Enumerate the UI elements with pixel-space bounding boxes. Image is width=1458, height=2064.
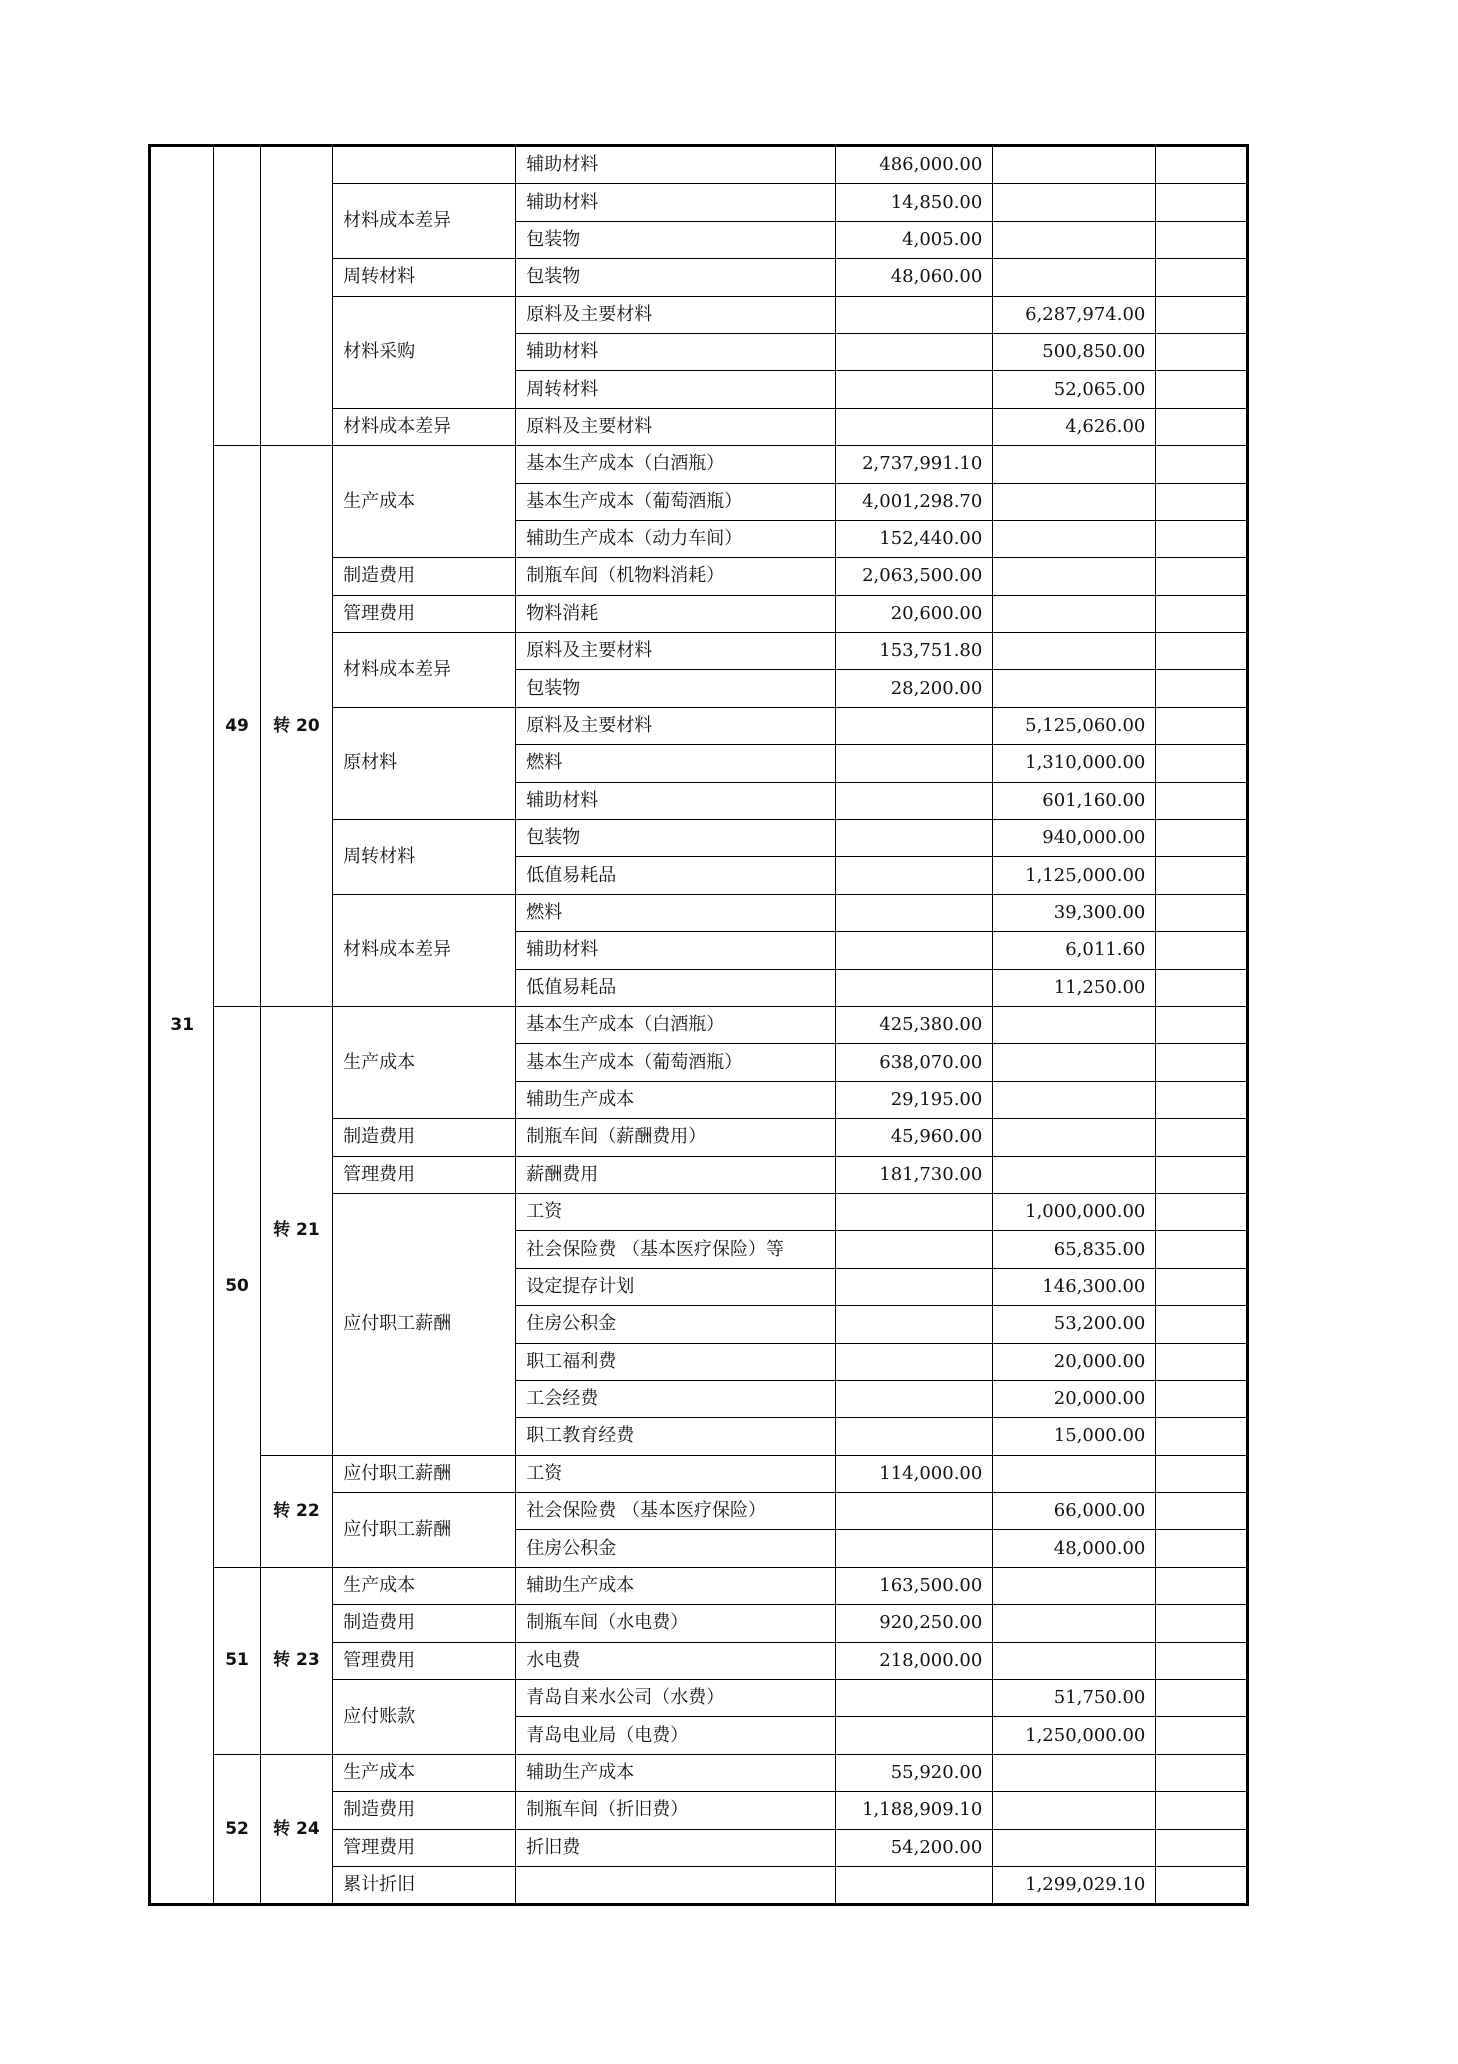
voucher-ref: 转 23	[260, 1567, 332, 1754]
blank-cell	[1156, 259, 1248, 296]
account-name: 管理费用	[333, 1829, 516, 1866]
sub-account: 原料及主要材料	[516, 408, 836, 445]
sub-account: 燃料	[516, 745, 836, 782]
ledger-row	[150, 1006, 1248, 1043]
credit-amount	[993, 1642, 1156, 1679]
debit-amount: 152,440.00	[836, 520, 993, 557]
blank-cell	[1156, 1119, 1248, 1156]
account-name: 材料成本差异	[333, 184, 516, 259]
sub-account: 包装物	[516, 221, 836, 258]
blank-cell	[1156, 146, 1248, 184]
ledger-row	[150, 146, 1248, 184]
credit-amount: 601,160.00	[993, 782, 1156, 819]
sub-account: 住房公积金	[516, 1530, 836, 1567]
debit-amount	[836, 1530, 993, 1567]
credit-amount: 11,250.00	[993, 969, 1156, 1006]
account-name: 生产成本	[333, 1006, 516, 1118]
blank-cell	[1156, 745, 1248, 782]
debit-amount	[836, 408, 993, 445]
debit-amount	[836, 1493, 993, 1530]
debit-amount	[836, 1193, 993, 1230]
debit-amount: 1,188,909.10	[836, 1792, 993, 1829]
blank-cell	[1156, 857, 1248, 894]
debit-amount: 181,730.00	[836, 1156, 993, 1193]
sub-account: 辅助材料	[516, 932, 836, 969]
credit-amount	[993, 221, 1156, 258]
sub-account: 包装物	[516, 820, 836, 857]
credit-amount: 1,250,000.00	[993, 1717, 1156, 1754]
blank-cell	[1156, 1792, 1248, 1829]
credit-amount	[993, 1006, 1156, 1043]
debit-amount: 54,200.00	[836, 1829, 993, 1866]
debit-amount	[836, 1380, 993, 1417]
blank-cell	[1156, 371, 1248, 408]
debit-amount: 114,000.00	[836, 1455, 993, 1492]
debit-amount	[836, 745, 993, 782]
credit-amount	[993, 184, 1156, 221]
blank-cell	[1156, 520, 1248, 557]
sub-account: 青岛电业局（电费）	[516, 1717, 836, 1754]
debit-amount	[836, 932, 993, 969]
debit-amount	[836, 1343, 993, 1380]
debit-amount: 55,920.00	[836, 1754, 993, 1791]
account-name: 生产成本	[333, 446, 516, 558]
sub-account: 设定提存计划	[516, 1268, 836, 1305]
sub-account: 辅助材料	[516, 782, 836, 819]
voucher-number: 51	[214, 1567, 260, 1754]
sub-account: 青岛自来水公司（水费）	[516, 1680, 836, 1717]
debit-amount: 29,195.00	[836, 1081, 993, 1118]
ledger-row	[150, 1754, 1248, 1791]
account-name: 材料成本差异	[333, 633, 516, 708]
credit-amount	[993, 1567, 1156, 1604]
debit-amount	[836, 969, 993, 1006]
debit-amount	[836, 1680, 993, 1717]
debit-amount: 14,850.00	[836, 184, 993, 221]
blank-cell	[1156, 184, 1248, 221]
blank-cell	[1156, 1156, 1248, 1193]
blank-cell	[1156, 483, 1248, 520]
sub-account: 工资	[516, 1193, 836, 1230]
credit-amount: 39,300.00	[993, 894, 1156, 931]
blank-cell	[1156, 894, 1248, 931]
blank-cell	[1156, 1605, 1248, 1642]
sub-account: 辅助材料	[516, 184, 836, 221]
blank-cell	[1156, 1455, 1248, 1492]
debit-amount	[836, 1418, 993, 1455]
credit-amount: 940,000.00	[993, 820, 1156, 857]
sub-account: 辅助生产成本	[516, 1081, 836, 1118]
blank-cell	[1156, 558, 1248, 595]
debit-amount: 153,751.80	[836, 633, 993, 670]
debit-amount: 20,600.00	[836, 595, 993, 632]
sub-account: 制瓶车间（薪酬费用）	[516, 1119, 836, 1156]
sub-account: 辅助生产成本	[516, 1567, 836, 1604]
blank-cell	[1156, 633, 1248, 670]
blank-cell	[1156, 1380, 1248, 1417]
ledger-body	[150, 146, 1248, 1905]
blank-cell	[1156, 221, 1248, 258]
debit-amount: 2,737,991.10	[836, 446, 993, 483]
credit-amount	[993, 1044, 1156, 1081]
account-name: 制造费用	[333, 1605, 516, 1642]
credit-amount: 1,125,000.00	[993, 857, 1156, 894]
account-name: 累计折旧	[333, 1866, 516, 1904]
blank-cell	[1156, 1642, 1248, 1679]
sub-account: 社会保险费 （基本医疗保险）	[516, 1493, 836, 1530]
blank-cell	[1156, 1081, 1248, 1118]
voucher-number	[214, 146, 260, 446]
credit-amount: 4,626.00	[993, 408, 1156, 445]
sub-account: 制瓶车间（机物料消耗）	[516, 558, 836, 595]
voucher-ref	[260, 146, 332, 446]
blank-cell	[1156, 333, 1248, 370]
blank-cell	[1156, 1717, 1248, 1754]
credit-amount	[993, 1455, 1156, 1492]
debit-amount: 2,063,500.00	[836, 558, 993, 595]
voucher-ref: 转 20	[260, 446, 332, 1007]
sub-account: 低值易耗品	[516, 857, 836, 894]
debit-amount	[836, 1717, 993, 1754]
credit-amount	[993, 483, 1156, 520]
credit-amount	[993, 146, 1156, 184]
account-name: 制造费用	[333, 558, 516, 595]
credit-amount: 6,011.60	[993, 932, 1156, 969]
credit-amount: 5,125,060.00	[993, 707, 1156, 744]
account-name: 生产成本	[333, 1567, 516, 1604]
debit-amount: 218,000.00	[836, 1642, 993, 1679]
sub-account: 职工福利费	[516, 1343, 836, 1380]
sub-account: 原料及主要材料	[516, 707, 836, 744]
sub-account: 包装物	[516, 670, 836, 707]
sub-account: 原料及主要材料	[516, 296, 836, 333]
blank-cell	[1156, 782, 1248, 819]
account-name: 应付账款	[333, 1680, 516, 1755]
blank-cell	[1156, 1231, 1248, 1268]
sub-account: 基本生产成本（葡萄酒瓶）	[516, 483, 836, 520]
credit-amount	[993, 633, 1156, 670]
sub-account: 水电费	[516, 1642, 836, 1679]
debit-amount	[836, 296, 993, 333]
account-name: 材料成本差异	[333, 408, 516, 445]
sub-account: 住房公积金	[516, 1306, 836, 1343]
debit-amount	[836, 894, 993, 931]
voucher-number: 52	[214, 1754, 260, 1905]
blank-cell	[1156, 1306, 1248, 1343]
ledger-table	[148, 144, 1249, 1906]
credit-amount	[993, 259, 1156, 296]
voucher-number: 49	[214, 446, 260, 1007]
credit-amount: 51,750.00	[993, 1680, 1156, 1717]
blank-cell	[1156, 707, 1248, 744]
debit-amount: 163,500.00	[836, 1567, 993, 1604]
account-name: 应付职工薪酬	[333, 1493, 516, 1568]
sub-account: 物料消耗	[516, 595, 836, 632]
credit-amount	[993, 1081, 1156, 1118]
blank-cell	[1156, 670, 1248, 707]
account-name: 管理费用	[333, 595, 516, 632]
voucher-ref: 转 24	[260, 1754, 332, 1905]
credit-amount: 15,000.00	[993, 1418, 1156, 1455]
debit-amount: 48,060.00	[836, 259, 993, 296]
credit-amount: 1,310,000.00	[993, 745, 1156, 782]
debit-amount	[836, 333, 993, 370]
sub-account: 基本生产成本（白酒瓶）	[516, 446, 836, 483]
credit-amount: 53,200.00	[993, 1306, 1156, 1343]
debit-amount	[836, 1866, 993, 1904]
blank-cell	[1156, 1754, 1248, 1791]
credit-amount: 65,835.00	[993, 1231, 1156, 1268]
voucher-number: 50	[214, 1006, 260, 1567]
blank-cell	[1156, 1193, 1248, 1230]
credit-amount	[993, 1119, 1156, 1156]
credit-amount	[993, 1829, 1156, 1866]
sub-account: 包装物	[516, 259, 836, 296]
blank-cell	[1156, 1418, 1248, 1455]
sub-account: 辅助生产成本	[516, 1754, 836, 1791]
debit-amount: 4,001,298.70	[836, 483, 993, 520]
account-name: 生产成本	[333, 1754, 516, 1791]
credit-amount: 1,000,000.00	[993, 1193, 1156, 1230]
credit-amount	[993, 1792, 1156, 1829]
credit-amount: 500,850.00	[993, 333, 1156, 370]
blank-cell	[1156, 1530, 1248, 1567]
account-name: 制造费用	[333, 1119, 516, 1156]
sub-account: 基本生产成本（白酒瓶）	[516, 1006, 836, 1043]
sub-account: 工会经费	[516, 1380, 836, 1417]
credit-amount	[993, 1156, 1156, 1193]
sub-account: 折旧费	[516, 1829, 836, 1866]
sub-account: 燃料	[516, 894, 836, 931]
debit-amount	[836, 782, 993, 819]
credit-amount: 20,000.00	[993, 1380, 1156, 1417]
blank-cell	[1156, 1567, 1248, 1604]
blank-cell	[1156, 1044, 1248, 1081]
credit-amount	[993, 446, 1156, 483]
credit-amount: 20,000.00	[993, 1343, 1156, 1380]
debit-amount	[836, 1268, 993, 1305]
sub-account: 原料及主要材料	[516, 633, 836, 670]
account-name: 管理费用	[333, 1156, 516, 1193]
sub-account: 薪酬费用	[516, 1156, 836, 1193]
credit-amount: 6,287,974.00	[993, 296, 1156, 333]
account-name: 材料采购	[333, 296, 516, 408]
credit-amount	[993, 520, 1156, 557]
account-name: 应付职工薪酬	[333, 1455, 516, 1492]
blank-cell	[1156, 1493, 1248, 1530]
blank-cell	[1156, 408, 1248, 445]
debit-amount	[836, 820, 993, 857]
sub-account: 辅助生产成本（动力车间）	[516, 520, 836, 557]
sub-account: 低值易耗品	[516, 969, 836, 1006]
debit-amount: 920,250.00	[836, 1605, 993, 1642]
sub-account: 基本生产成本（葡萄酒瓶）	[516, 1044, 836, 1081]
blank-cell	[1156, 932, 1248, 969]
blank-cell	[1156, 446, 1248, 483]
blank-cell	[1156, 1829, 1248, 1866]
sub-account	[516, 1866, 836, 1904]
account-name: 应付职工薪酬	[333, 1193, 516, 1455]
sub-account: 辅助材料	[516, 333, 836, 370]
credit-amount: 48,000.00	[993, 1530, 1156, 1567]
debit-amount	[836, 857, 993, 894]
voucher-ref: 转 21	[260, 1006, 332, 1455]
blank-cell	[1156, 820, 1248, 857]
sub-account: 工资	[516, 1455, 836, 1492]
blank-cell	[1156, 1866, 1248, 1904]
debit-amount: 28,200.00	[836, 670, 993, 707]
blank-cell	[1156, 1680, 1248, 1717]
account-name: 材料成本差异	[333, 894, 516, 1006]
blank-cell	[1156, 595, 1248, 632]
sub-account: 职工教育经费	[516, 1418, 836, 1455]
debit-amount: 486,000.00	[836, 146, 993, 184]
credit-amount	[993, 670, 1156, 707]
sub-account: 周转材料	[516, 371, 836, 408]
debit-amount: 45,960.00	[836, 1119, 993, 1156]
credit-amount: 1,299,029.10	[993, 1866, 1156, 1904]
blank-cell	[1156, 1268, 1248, 1305]
sub-account: 社会保险费 （基本医疗保险）等	[516, 1231, 836, 1268]
account-name: 周转材料	[333, 259, 516, 296]
credit-amount: 52,065.00	[993, 371, 1156, 408]
sub-account: 制瓶车间（水电费）	[516, 1605, 836, 1642]
blank-cell	[1156, 1006, 1248, 1043]
credit-amount: 66,000.00	[993, 1493, 1156, 1530]
voucher-ref: 转 22	[260, 1455, 332, 1567]
account-name: 制造费用	[333, 1792, 516, 1829]
blank-cell	[1156, 969, 1248, 1006]
account-name: 周转材料	[333, 820, 516, 895]
credit-amount	[993, 1605, 1156, 1642]
credit-amount: 146,300.00	[993, 1268, 1156, 1305]
ledger-row	[150, 446, 1248, 483]
debit-amount	[836, 707, 993, 744]
blank-cell	[1156, 296, 1248, 333]
day-cell: 31	[150, 146, 214, 1905]
credit-amount	[993, 558, 1156, 595]
ledger-row	[150, 1567, 1248, 1604]
debit-amount	[836, 1231, 993, 1268]
credit-amount	[993, 1754, 1156, 1791]
account-name: 原材料	[333, 707, 516, 819]
account-name	[333, 146, 516, 184]
account-name: 管理费用	[333, 1642, 516, 1679]
blank-cell	[1156, 1343, 1248, 1380]
sub-account: 辅助材料	[516, 146, 836, 184]
debit-amount: 4,005.00	[836, 221, 993, 258]
debit-amount	[836, 1306, 993, 1343]
sub-account: 制瓶车间（折旧费）	[516, 1792, 836, 1829]
credit-amount	[993, 595, 1156, 632]
ledger-row	[150, 1455, 1248, 1492]
debit-amount: 425,380.00	[836, 1006, 993, 1043]
debit-amount	[836, 371, 993, 408]
debit-amount: 638,070.00	[836, 1044, 993, 1081]
